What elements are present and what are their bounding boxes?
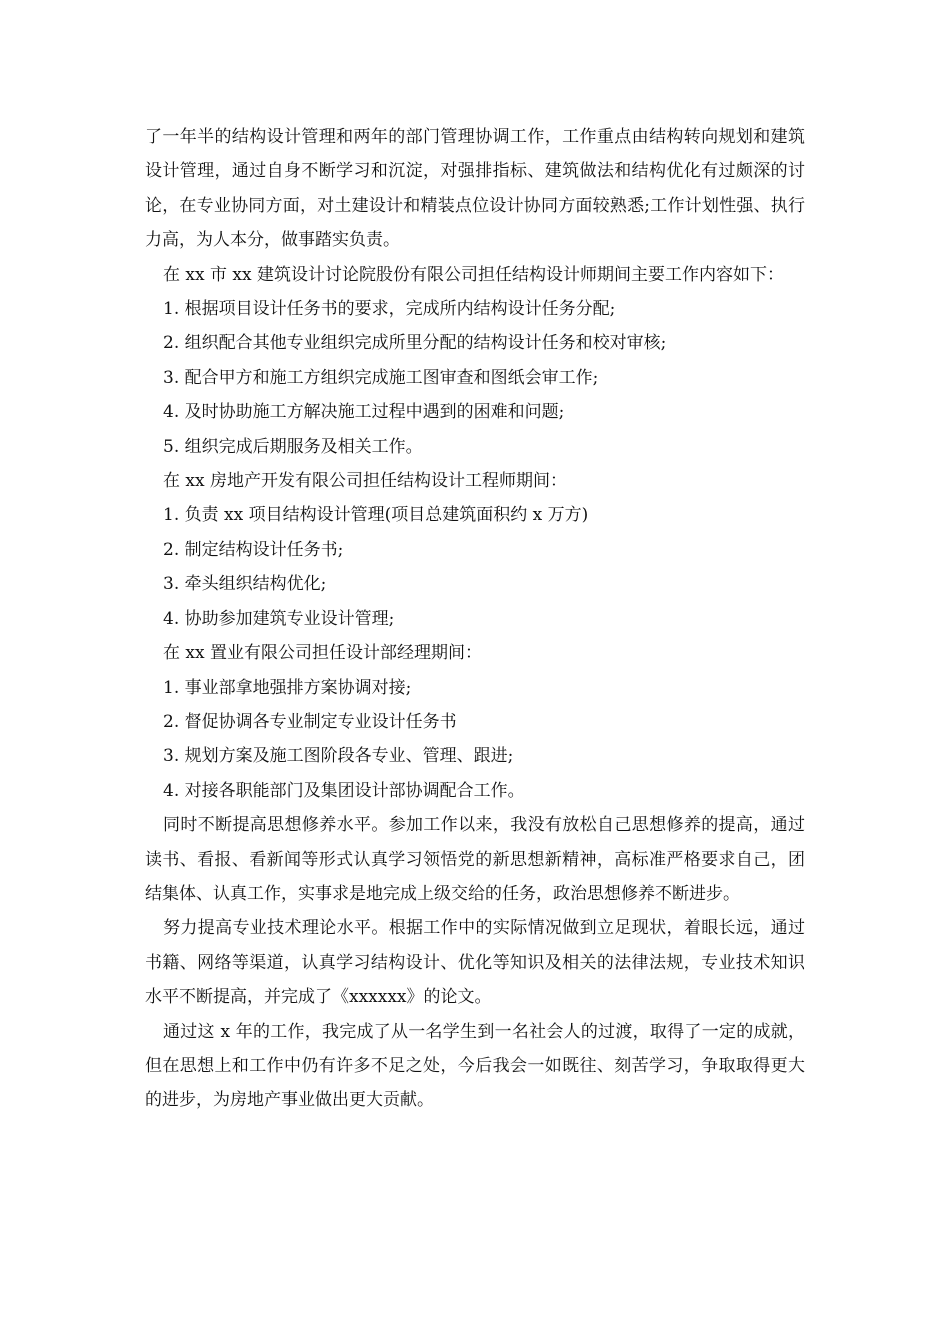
list-item: 1. 根据项目设计任务书的要求，完成所内结构设计任务分配; <box>163 299 616 320</box>
list-item: 3. 规划方案及施工图阶段各专业、管理、跟进; <box>163 746 514 767</box>
list-item: 4. 协助参加建筑专业设计管理; <box>163 608 395 629</box>
section-heading-line: 在 xx 置业有限公司担任设计部经理期间： <box>163 643 482 664</box>
list-item: 3. 配合甲方和施工方组织完成施工图审查和图纸会审工作; <box>163 367 599 388</box>
paragraph: 在 xx 市 xx 建筑设计讨论院股份有限公司担任结构设计师期间主要工作内容如下： <box>163 264 784 285</box>
list-item: 1. 事业部拿地强排方案协调对接; <box>163 677 412 698</box>
section-heading-line: 在 xx 房地产开发有限公司担任结构设计工程师期间： <box>163 471 567 492</box>
list-item: 2. 督促协调各专业制定专业设计任务书 <box>163 711 457 732</box>
paragraph: 同时不断提高思想修养水平。参加工作以来，我没有放松自己思想修养的提高，通过读书、看报、看新闻等形式认真学习领悟党的新思想新精神，高标准严格要求自己，团结集体、认真工作，实事求是地完成上级交给的任务，政治思想修养不断进步。 <box>145 815 805 904</box>
paragraph: 努力提高专业技术理论水平。根据工作中的实际情况做到立足现状，着眼长远，通过书籍、网络等渠道，认真学习结构设计、优化等知识及相关的法律法规，专业技术知识水平不断提高，并完成了《xxxxxx》的论文。 <box>145 918 805 1008</box>
list-item: 3. 牵头组织结构优化; <box>163 574 327 595</box>
list-item: 4. 及时协助施工方解决施工过程中遇到的困难和问题; <box>163 402 565 423</box>
document-body <box>145 120 805 1118</box>
list-item: 2. 制定结构设计任务书; <box>163 539 344 560</box>
paragraph: 通过这 x 年的工作，我完成了从一名学生到一名社会人的过渡，取得了一定的成就，但在思想上和工作中仍有许多不足之处，今后我会一如既往、刻苦学习，争取取得更大的进步，为房地产事业做出更大贡献。 <box>145 1021 805 1111</box>
list-item: 2. 组织配合其他专业组织完成所里分配的结构设计任务和校对审核; <box>163 333 667 354</box>
list-item: 4. 对接各职能部门及集团设计部协调配合工作。 <box>163 780 525 801</box>
list-item: 5. 组织完成后期服务及相关工作。 <box>163 436 423 457</box>
list-item: 1. 负责 xx 项目结构设计管理(项目总建筑面积约 x 万方) <box>163 505 589 526</box>
paragraph: 了一年半的结构设计管理和两年的部门管理协调工作，工作重点由结构转向规划和建筑设计管理，通过自身不断学习和沉淀，对强排指标、建筑做法和结构优化有过颇深的讨论，在专业协同方面，对土建设计和精装点位设计协同方面较熟悉;工作计划性强、执行力高，为人本分，做事踏实负责。 <box>145 127 805 251</box>
